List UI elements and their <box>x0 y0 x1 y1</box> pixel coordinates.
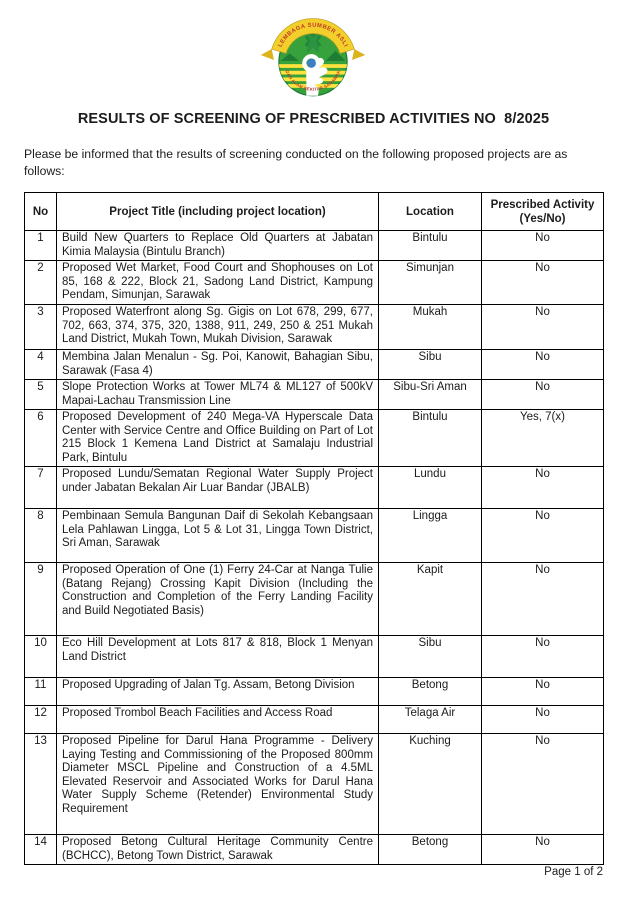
prescribed-activity-cell: No <box>482 563 604 636</box>
project-title-cell: Proposed Betong Cultural Heritage Community Centre (BCHCC), Betong Town District, Sarawak <box>57 835 379 865</box>
table-row <box>25 467 604 509</box>
row-number-cell: 1 <box>25 231 57 261</box>
agency-logo-emblem <box>259 15 367 100</box>
table-row <box>25 678 604 706</box>
location-cell: Mukah <box>379 305 482 350</box>
row-number-cell: 5 <box>25 380 57 410</box>
prescribed-activity-cell: No <box>482 305 604 350</box>
location-cell: Lundu <box>379 467 482 509</box>
prescribed-activity-cell: No <box>482 636 604 678</box>
prescribed-activity-cell: Yes, 7(x) <box>482 410 604 467</box>
col-header-location: Location <box>379 193 482 231</box>
project-title-cell: Proposed Operation of One (1) Ferry 24-Car at Nanga Tulie (Batang Rejang) Crossing Kapit Division (Including the Construction and Completion of the Ferry Landing Facility and Build Negotiated Basis) <box>57 563 379 636</box>
project-title-cell: Membina Jalan Menalun - Sg. Poi, Kanowit, Bahagian Sibu, Sarawak (Fasa 4) <box>57 350 379 380</box>
prescribed-activity-cell: No <box>482 678 604 706</box>
page-number: Page 1 of 2 <box>544 866 603 878</box>
prescribed-activity-cell: No <box>482 380 604 410</box>
row-number-cell: 10 <box>25 636 57 678</box>
page-title: RESULTS OF SCREENING OF PRESCRIBED ACTIVITIES NO 8/2025 <box>77 111 550 127</box>
location-cell: Telaga Air <box>379 706 482 734</box>
row-number-cell: 2 <box>25 261 57 305</box>
col-header-prescribed-activity: Prescribed Activity (Yes/No) <box>482 193 604 231</box>
prescribed-activity-cell: No <box>482 835 604 865</box>
project-title-cell: Proposed Trombol Beach Facilities and Access Road <box>57 706 379 734</box>
table-header-row <box>25 193 604 231</box>
row-number-cell: 4 <box>25 350 57 380</box>
row-number-cell: 11 <box>25 678 57 706</box>
location-cell: Kuching <box>379 734 482 835</box>
table-body <box>25 231 604 865</box>
table-row <box>25 509 604 563</box>
row-number-cell: 9 <box>25 563 57 636</box>
table-row <box>25 380 604 410</box>
location-cell: Betong <box>379 835 482 865</box>
project-title-cell: Proposed Waterfront along Sg. Gigis on Lot 678, 299, 677, 702, 663, 374, 375, 320, 1388, 911, 249, 250 & 251 Mukah Land District, Mukah Town, Mukah Division, Sarawak <box>57 305 379 350</box>
row-number-cell: 12 <box>25 706 57 734</box>
project-title-cell: Proposed Pipeline for Darul Hana Programme - Delivery Laying Testing and Commissioning of the Proposed 800mm Diameter MSCL Pipeline and Construction of a 4.5ML Elevated Reservoir and Associated Works for Darul Hana Water Supply Scheme (Retender) Environmental Study Requirement <box>57 734 379 835</box>
project-title-cell: Proposed Development of 240 Mega-VA Hyperscale Data Center with Service Centre and Office Building on Part of Lot 215 Block 1 Kemena Land District at Samalaju Industrial Park, Bintulu <box>57 410 379 467</box>
project-title-cell: Slope Protection Works at Tower ML74 & ML127 of 500kV Mapai-Lachau Transmission Line <box>57 380 379 410</box>
row-number-cell: 3 <box>25 305 57 350</box>
table-row <box>25 305 604 350</box>
project-title-cell: Build New Quarters to Replace Old Quarters at Jabatan Kimia Malaysia (Bintulu Branch) <box>57 231 379 261</box>
table-row <box>25 734 604 835</box>
row-number-cell: 14 <box>25 835 57 865</box>
prescribed-activity-cell: No <box>482 509 604 563</box>
project-title-cell: Proposed Lundu/Sematan Regional Water Supply Project under Jabatan Bekalan Air Luar Bandar (JBALB) <box>57 467 379 509</box>
prescribed-activity-cell: No <box>482 261 604 305</box>
table-header <box>25 193 604 231</box>
location-cell: Sibu-Sri Aman <box>379 380 482 410</box>
project-title-cell: Pembinaan Semula Bangunan Daif di Sekolah Kebangsaan Lela Pahlawan Lingga, Lot 5 & Lot 31, Lingga Town District, Sri Aman, Sarawak <box>57 509 379 563</box>
location-cell: Lingga <box>379 509 482 563</box>
row-number-cell: 6 <box>25 410 57 467</box>
col-header-project-title: Project Title (including project location) <box>57 193 379 231</box>
screening-results-table <box>24 192 604 865</box>
location-cell: Kapit <box>379 563 482 636</box>
location-cell: Betong <box>379 678 482 706</box>
project-title-cell: Proposed Wet Market, Food Court and Shophouses on Lot 85, 168 & 222, Block 21, Sadong Land District, Kampung Pendam, Simunjan, Sarawak <box>57 261 379 305</box>
agency-logo <box>259 15 367 100</box>
row-number-cell: 13 <box>25 734 57 835</box>
prescribed-activity-cell: No <box>482 231 604 261</box>
table-row <box>25 636 604 678</box>
prescribed-activity-cell: No <box>482 734 604 835</box>
prescribed-activity-cell: No <box>482 706 604 734</box>
location-cell: Sibu <box>379 350 482 380</box>
intro-paragraph: Please be informed that the results of screening conducted on the following proposed projects are as follows: <box>24 147 568 178</box>
row-number-cell: 7 <box>25 467 57 509</box>
logo-arc-text-top: LEMBAGA SUMBER ASLI <box>277 22 349 49</box>
project-title-cell: Proposed Upgrading of Jalan Tg. Assam, Betong Division <box>57 678 379 706</box>
location-cell: Simunjan <box>379 261 482 305</box>
table-row <box>25 261 604 305</box>
row-number-cell: 8 <box>25 509 57 563</box>
col-header-no: No <box>25 193 57 231</box>
location-cell: Bintulu <box>379 231 482 261</box>
logo-arc-text-bottom: DAN ALAM SEKITAR SARAWAK <box>284 69 342 92</box>
project-title-cell: Eco Hill Development at Lots 817 & 818, Block 1 Menyan Land District <box>57 636 379 678</box>
table-row <box>25 231 604 261</box>
table-row <box>25 350 604 380</box>
location-cell: Bintulu <box>379 410 482 467</box>
prescribed-activity-cell: No <box>482 350 604 380</box>
table-row <box>25 563 604 636</box>
table-row <box>25 706 604 734</box>
table-row <box>25 835 604 865</box>
table-row <box>25 410 604 467</box>
prescribed-activity-cell: No <box>482 467 604 509</box>
location-cell: Sibu <box>379 636 482 678</box>
